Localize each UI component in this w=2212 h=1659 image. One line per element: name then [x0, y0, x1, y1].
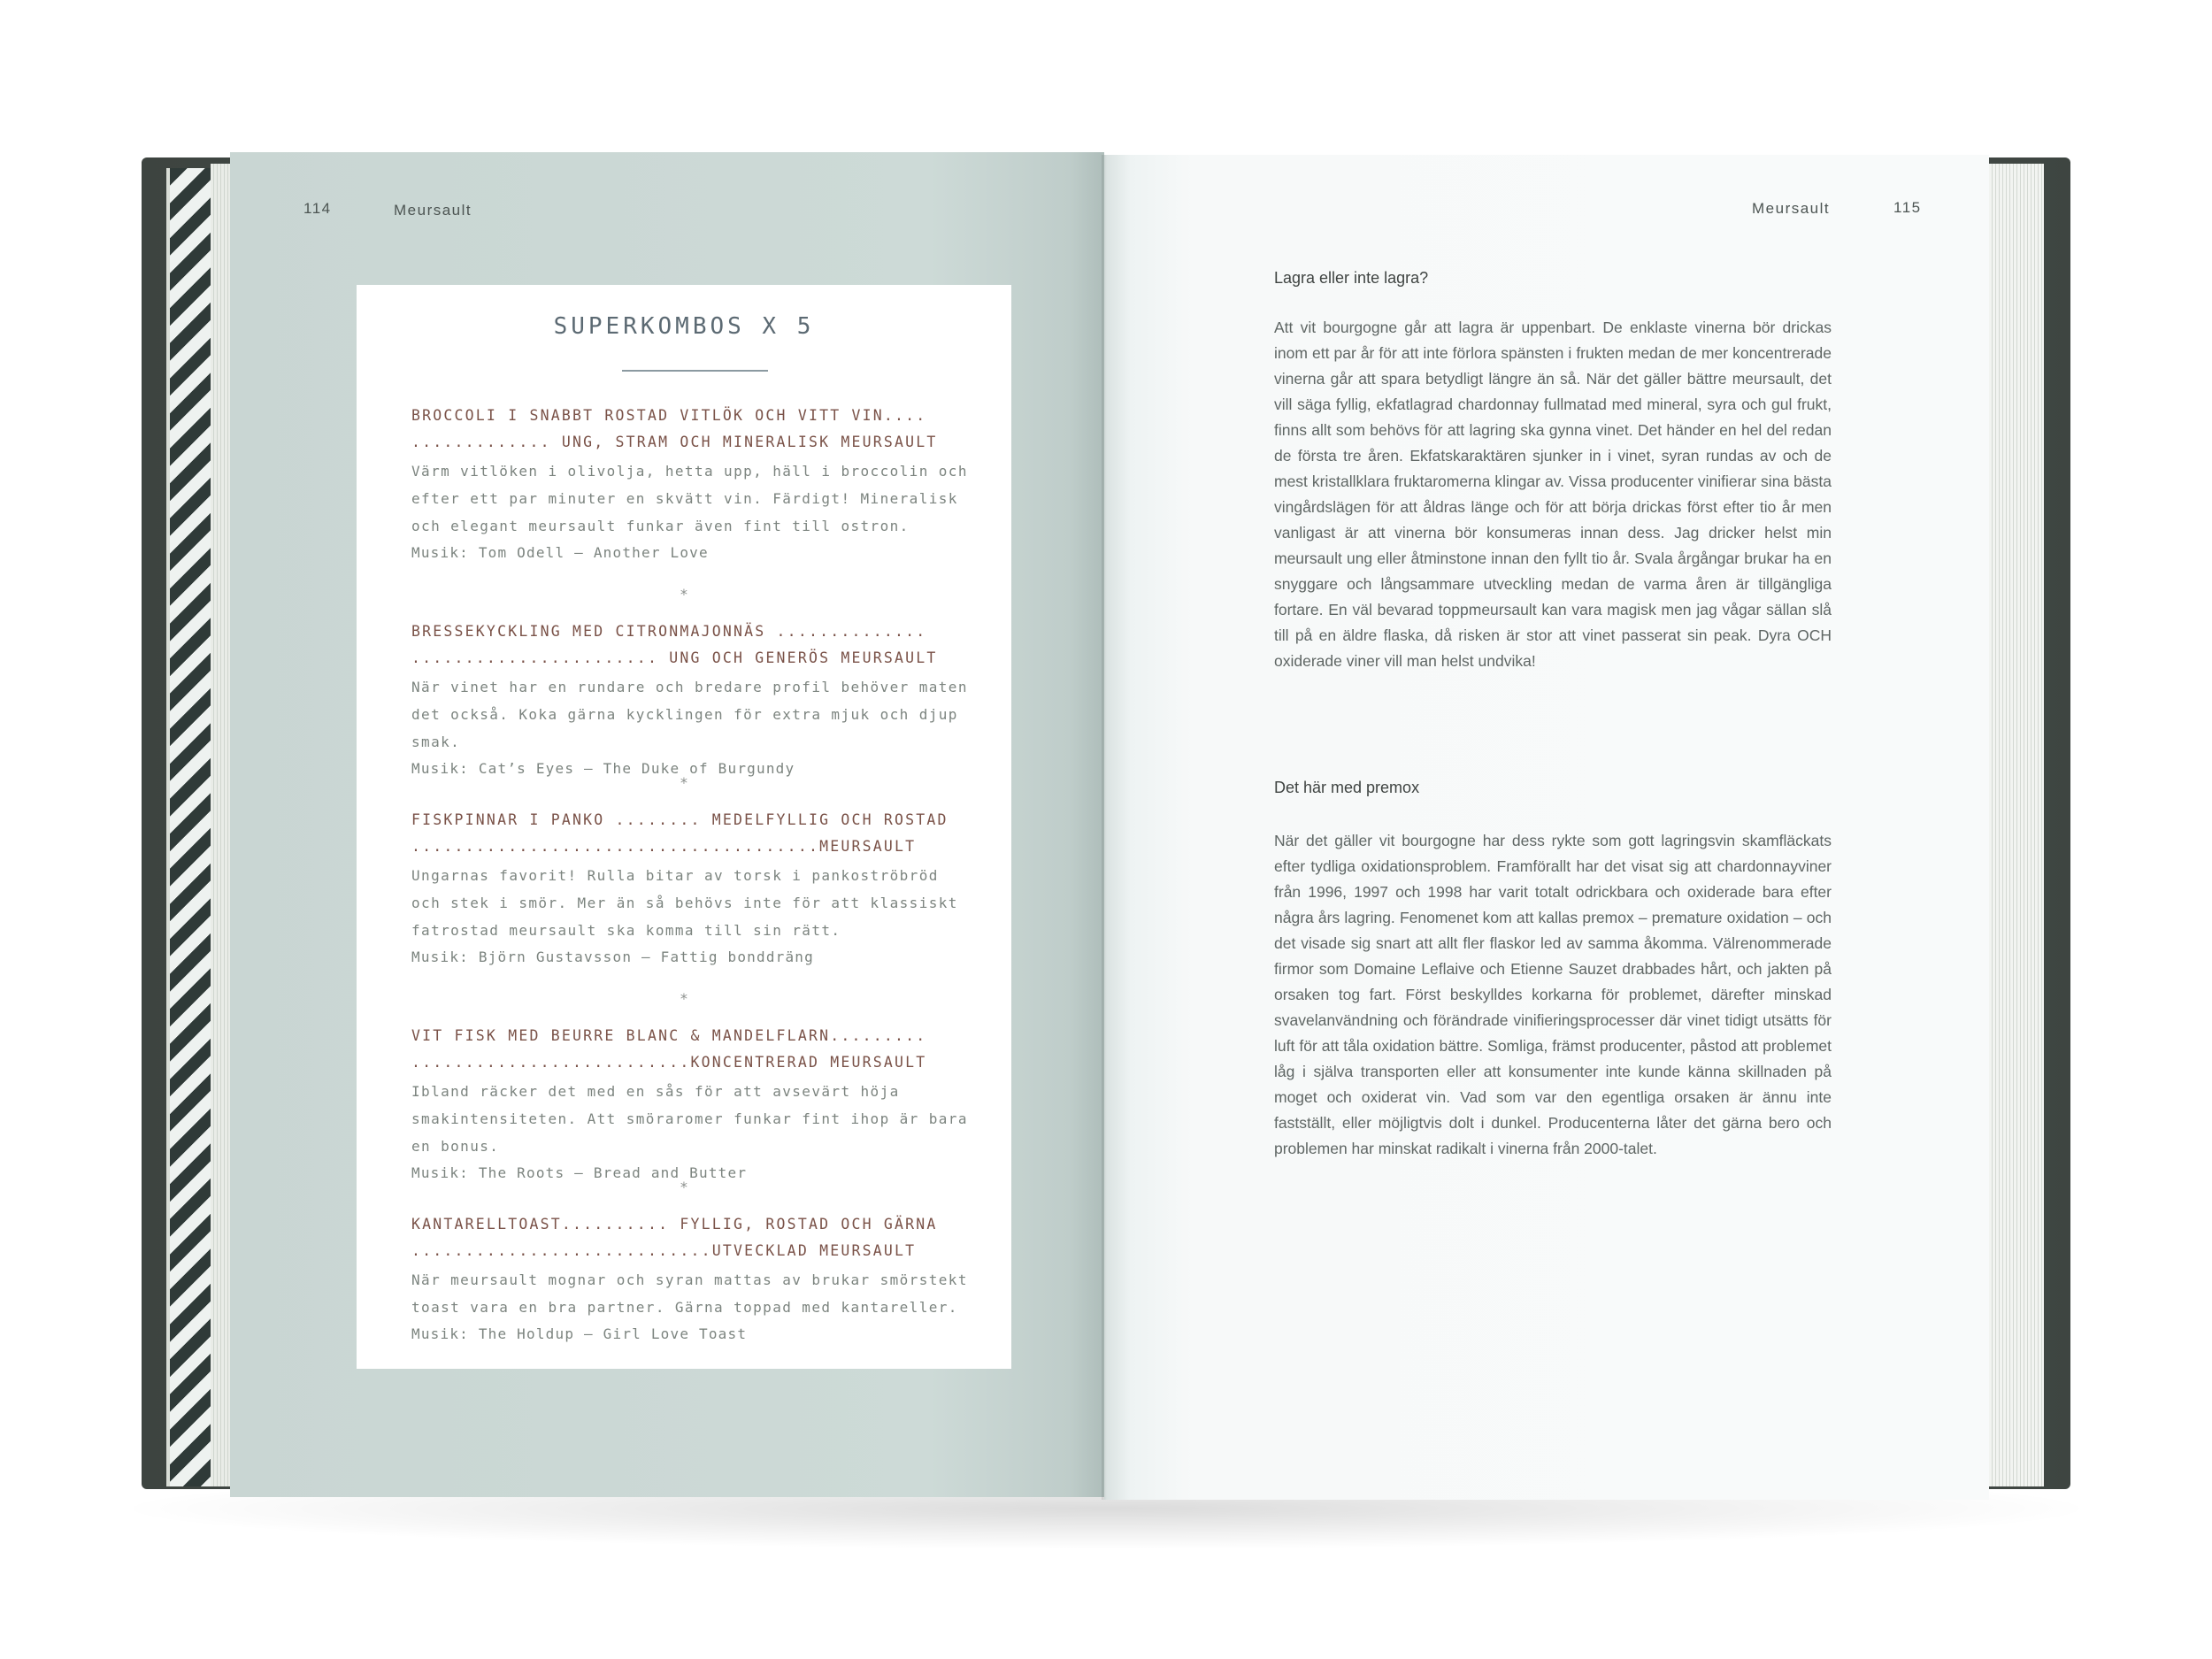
combo-dish: BRESSEKYCKLING MED CITRONMAJONNÄS ..............	[411, 623, 927, 640]
right-page-edges	[1989, 164, 2044, 1486]
combo-item	[411, 807, 969, 971]
title-rule	[622, 370, 768, 372]
section-body: Att vit bourgogne går att lagra är uppenbart. De enklaste vinerna bör drickas inom ett par år för att inte förlora spänsten i frukten medan de mer koncentrerade vinerna går att spara betydligt längre än så. När det gäller bättre meursault, det vill säga fyllig, ekfatlagrad chardonnay fullmatad med mineral, syra och gul frukt, finns allt som behövs för att lagring ska gynna vinet. Det händer en hel del redan de första tre åren. Ekfatskaraktären sjunker in i vinet, syran rundas av och de mest kristallklara fruktaromerna klingar av. Vissa producenter vinifierar sina bästa vingårdslägen för att åldras länge och för att börja drickas först efter tio år men vanligast är att vinerna bör konsumeras innan dess. Jag dricker helst min meursault ung eller åtminstone innan den fyllt tio år. Svala årgångar brukar ha en snyggare och långsammare utveckling medan de varma åren är tillgängliga fortare. En väl bevarad toppmeursault kan vara magisk men jag vågar sällan slå till på en äldre flaska, då risken är stor att vinet passerat sin peak. Dyra OCH oxiderade viner vill man helst undvika!	[1274, 319, 1832, 670]
combo-wine: ..........................KONCENTRERAD MEURSAULT	[411, 1054, 927, 1071]
card-title: SUPERKOMBOS X 5	[553, 313, 815, 340]
combo-description: Ibland räcker det med en sås för att avsevärt höja smakintensiteten. Att smöraromer funkar fint ihop är bara en bonus.	[411, 1083, 968, 1155]
combo-dish: VIT FISK MED BEURRE BLANC & MANDELFLARN.........	[411, 1027, 927, 1044]
section-heading: Det här med premox	[1274, 779, 1420, 796]
combo-dish: BROCCOLI I SNABBT ROSTAD VITLÖK OCH VITT VIN....	[411, 407, 927, 424]
combo-music: Musik: The Roots – Bread and Butter	[411, 1164, 748, 1181]
combo-description: Värm vitlöken i olivolja, hetta upp, häll i broccolin och efter ett par minuter en skvätt vin. Färdigt! Mineralisk och elegant meursault funkar även fint till ostron.	[411, 463, 968, 534]
combo-description: Ungarnas favorit! Rulla bitar av torsk i pankoströbröd och stek i smör. Mer än så behövs inte för att klassiskt fatrostad meursault ska komma till sin rätt.	[411, 867, 958, 939]
combo-wine: ............................UTVECKLAD MEURSAULT	[411, 1242, 917, 1259]
left-running-head: Meursault	[394, 202, 472, 219]
section-body: När det gäller vit bourgogne har dess rykte som gott lagringsvin skamfläckats efter tydliga oxidationsproblem. Framförallt har det visat sig att chardonnayviner från 1996, 1997 och 1998 har varit totalt odrickbara och oxiderade bara efter några års lagring. Fenomenet kom att kallas premox – premature oxidation – och det visade sig snart att allt fler flaskor led av samma åkomma. Välrenommerade firmor som Domaine Leflaive och Etienne Sauzet drabbades hårt, och jakten på orsaken tog fart. Först beskylldes korkarna för problemet, därefter minskad svavelanvändning och förändrade vinifieringsprocesser där vinet tidigt utsätts för luft för att tåla oxidation bättre. Somliga, främst producenter, påstod att problemet låg i själva transporten eller att konsumenter inte kunde känna skillnaden på moget och oxiderat vin. Vad som var den egentliga orsaken är ännu inte fastställt, eller möjligtvis dolt i dunkel. Producenterna låter det gärna bero och problemen har minskat radikalt i vinerna från 2000-talet.	[1274, 832, 1832, 1157]
combo-music: Musik: The Holdup – Girl Love Toast	[411, 1325, 748, 1342]
combo-music: Musik: Björn Gustavsson – Fattig bonddräng	[411, 949, 814, 965]
combo-description: När meursault mognar och syran mattas av brukar smörstekt toast vara en bra partner. Gärna toppad med kantareller.	[411, 1271, 968, 1316]
combo-music: Musik: Tom Odell – Another Love	[411, 544, 709, 561]
separator-star: *	[680, 774, 688, 791]
combo-dish: FISKPINNAR I PANKO ........ MEDELFYLLIG OCH ROSTAD	[411, 811, 949, 828]
gutter-shadow	[1102, 155, 1107, 1500]
combo-wine: ............. UNG, STRAM OCH MINERALISK MEURSAULT	[411, 434, 938, 450]
separator-star: *	[680, 990, 688, 1007]
right-running-head: Meursault	[1752, 200, 1831, 217]
combo-description: När vinet har en rundare och bredare profil behöver maten det också. Koka gärna kycklingen för extra mjuk och djup smak.	[411, 679, 968, 750]
right-page-number: 115	[1893, 199, 1922, 216]
combo-item	[411, 1211, 969, 1348]
superkombos-card	[357, 285, 1011, 1369]
combo-item	[411, 403, 969, 566]
striped-page-edges	[166, 168, 217, 1486]
combo-dish: KANTARELLTOAST.......... FYLLIG, ROSTAD OCH GÄRNA	[411, 1216, 938, 1233]
left-page-number: 114	[303, 200, 332, 217]
combo-music: Musik: Cat’s Eyes – The Duke of Burgundy	[411, 760, 795, 777]
left-page-edges	[211, 164, 232, 1486]
combo-wine: ....................... UNG OCH GENERÖS MEURSAULT	[411, 649, 938, 666]
separator-star: *	[680, 1179, 688, 1195]
combo-wine: ......................................MEURSAULT	[411, 838, 917, 855]
combo-item	[411, 1023, 969, 1187]
combo-item	[411, 618, 969, 782]
section-heading: Lagra eller inte lagra?	[1274, 269, 1429, 287]
separator-star: *	[680, 586, 688, 603]
